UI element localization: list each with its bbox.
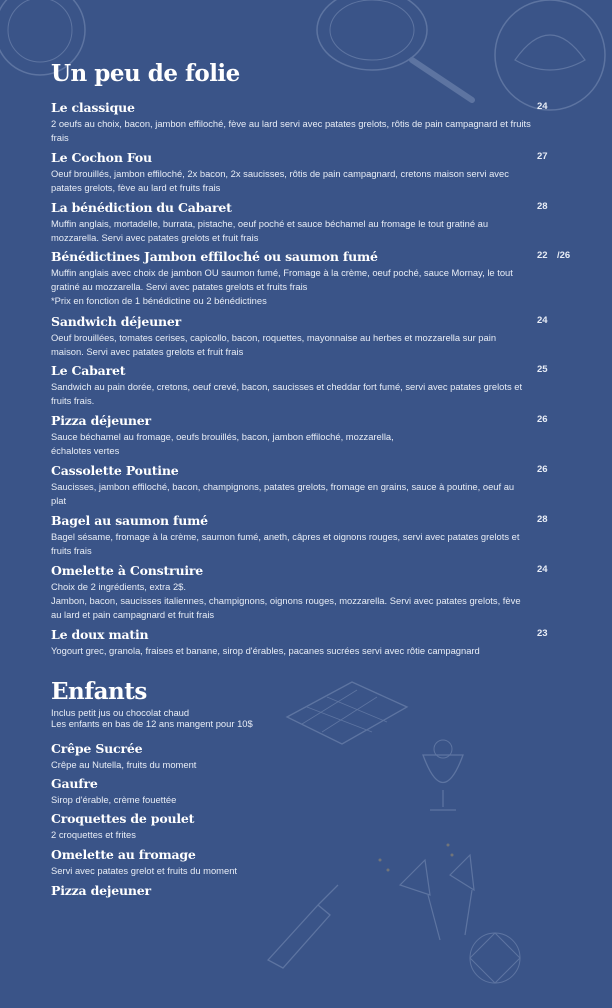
kids-note-price: Les enfants en bas de 12 ans mangent pour 10$ xyxy=(51,718,253,729)
menu-item-omelette-construire xyxy=(51,562,531,622)
menu-item-benediction-cabaret xyxy=(51,199,531,245)
item-name: Pizza déjeuner xyxy=(51,413,151,428)
emblem-icon xyxy=(455,928,535,988)
menu-item-le-cabaret xyxy=(51,362,531,408)
item-desc: Sauce béchamel au fromage, oeufs brouillés, bacon, jambon effiloché, mozzarella, échalotes vertes xyxy=(51,431,394,456)
item-desc: Crêpe au Nutella, fruits du moment xyxy=(51,759,197,770)
item-desc: Sandwich au pain dorée, cretons, oeuf crevé, bacon, saucisses et cheddar fort fumé, servi avec patates grelots et fruits frais. xyxy=(51,381,523,406)
item-desc: Muffin anglais avec choix de jambon OU saumon fumé, Fromage à la crème, oeuf poché, sauce Mornay, le tout gratiné au mozzarella. Servi avec patates grelots et fruits frais xyxy=(51,267,513,292)
item-name: Bagel au saumon fumé xyxy=(51,513,208,528)
item-price: 26 xyxy=(537,464,548,475)
menu-item-bagel-saumon xyxy=(51,512,531,558)
item-desc: 2 croquettes et frites xyxy=(51,829,136,840)
item-name: Crêpe Sucrée xyxy=(51,741,143,756)
item-price: 26 xyxy=(537,414,548,425)
item-name: Cassolette Poutine xyxy=(51,463,179,478)
item-name: Sandwich déjeuner xyxy=(51,314,181,329)
kids-title: Enfants xyxy=(51,678,147,705)
menu-item-cochon-fou xyxy=(51,149,531,195)
item-name: Gaufre xyxy=(51,776,98,791)
menu-item-benedictines xyxy=(51,248,531,308)
menu-item-pizza-dejeuner xyxy=(51,412,531,458)
kids-item-crepe xyxy=(51,740,531,772)
item-price: 24 xyxy=(537,101,548,112)
item-name: Le classique xyxy=(51,100,135,115)
item-price: 28 xyxy=(537,201,548,212)
item-desc: Servi avec patates grelot et fruits du moment xyxy=(51,865,238,876)
item-name: Croquettes de poulet xyxy=(51,811,195,826)
page-title: Un peu de folie xyxy=(51,60,240,87)
kids-note-drink: Inclus petit jus ou chocolat chaud xyxy=(51,707,190,718)
kids-item-gaufre xyxy=(51,775,531,807)
item-price: 24 xyxy=(537,564,548,575)
item-name: Le Cochon Fou xyxy=(51,150,152,165)
pan-sketch-icon xyxy=(312,0,482,110)
item-desc: Choix de 2 ingrédients, extra 2$. xyxy=(51,581,186,592)
item-name: La bénédiction du Cabaret xyxy=(51,200,232,215)
item-price: 23 xyxy=(537,628,548,639)
menu-item-sandwich-dejeuner xyxy=(51,313,531,359)
item-price: 25 xyxy=(537,364,548,375)
item-desc: Muffin anglais, mortadelle, burrata, pistache, oeuf poché et sauce béchamel au fromage le tout gratiné au mozzarella. Servi avec patates grelots et fruit frais xyxy=(51,218,489,243)
item-name: Bénédictines Jambon effiloché ou saumon fumé xyxy=(51,249,378,264)
item-desc: Saucisses, jambon effiloché, bacon, champignons, patates grelots, fromage en grains, sauce à poutine, oeuf au plat xyxy=(51,481,515,506)
item-price: 27 xyxy=(537,151,548,162)
item-name: Pizza dejeuner xyxy=(51,883,151,898)
item-price: 24 xyxy=(537,315,548,326)
item-desc: Yogourt grec, granola, fraises et banane, sirop d'érables, pacanes sucrées servi avec rôtie campagnard xyxy=(51,645,480,656)
item-note: *Prix en fonction de 1 bénédictine ou 2 bénédictines xyxy=(51,295,267,306)
kids-item-omelette xyxy=(51,846,531,878)
kids-item-pizza xyxy=(51,882,531,900)
menu-item-doux-matin xyxy=(51,626,531,658)
item-desc: Oeuf brouillées, tomates cerises, capicollo, bacon, roquettes, mayonnaise au herbes et mozzarella sur pain maison. Servi avec patates grelots et fruit frais xyxy=(51,332,497,357)
kids-item-croquettes xyxy=(51,810,531,842)
item-desc: Sirop d'érable, crème fouettée xyxy=(51,794,177,805)
item-name: Omelette au fromage xyxy=(51,847,196,862)
item-desc-options: Jambon, bacon, saucisses italiennes, champignons, oignons rouges, mozzarella. Servi avec patates grelots, fève au lard et pain campagnard et fruit frais xyxy=(51,595,521,620)
item-name: Le Cabaret xyxy=(51,363,126,378)
item-name: Le doux matin xyxy=(51,627,149,642)
item-desc: Oeuf brouillés, jambon effiloché, 2x bacon, 2x saucisses, rôtis de pain campagnard, cretons maison servi avec patates grelots, fève au lard et fruits frais xyxy=(51,168,509,193)
item-name: Omelette à Construire xyxy=(51,563,204,578)
item-price: 28 xyxy=(537,514,548,525)
item-desc: Bagel sésame, fromage à la crème, saumon fumé, aneth, câpres et oignons rouges, servi avec patates grelots et fruits frais xyxy=(51,531,520,556)
menu-item-cassolette-poutine xyxy=(51,462,531,508)
item-price: 22 xyxy=(537,250,548,261)
item-desc: 2 oeufs au choix, bacon, jambon effiloché, fève au lard servi avec patates grelots, rôtis de pain campagnard et fruits frais xyxy=(51,118,531,143)
menu-item-le-classique xyxy=(51,99,531,145)
item-price-alt: /26 xyxy=(557,250,571,261)
